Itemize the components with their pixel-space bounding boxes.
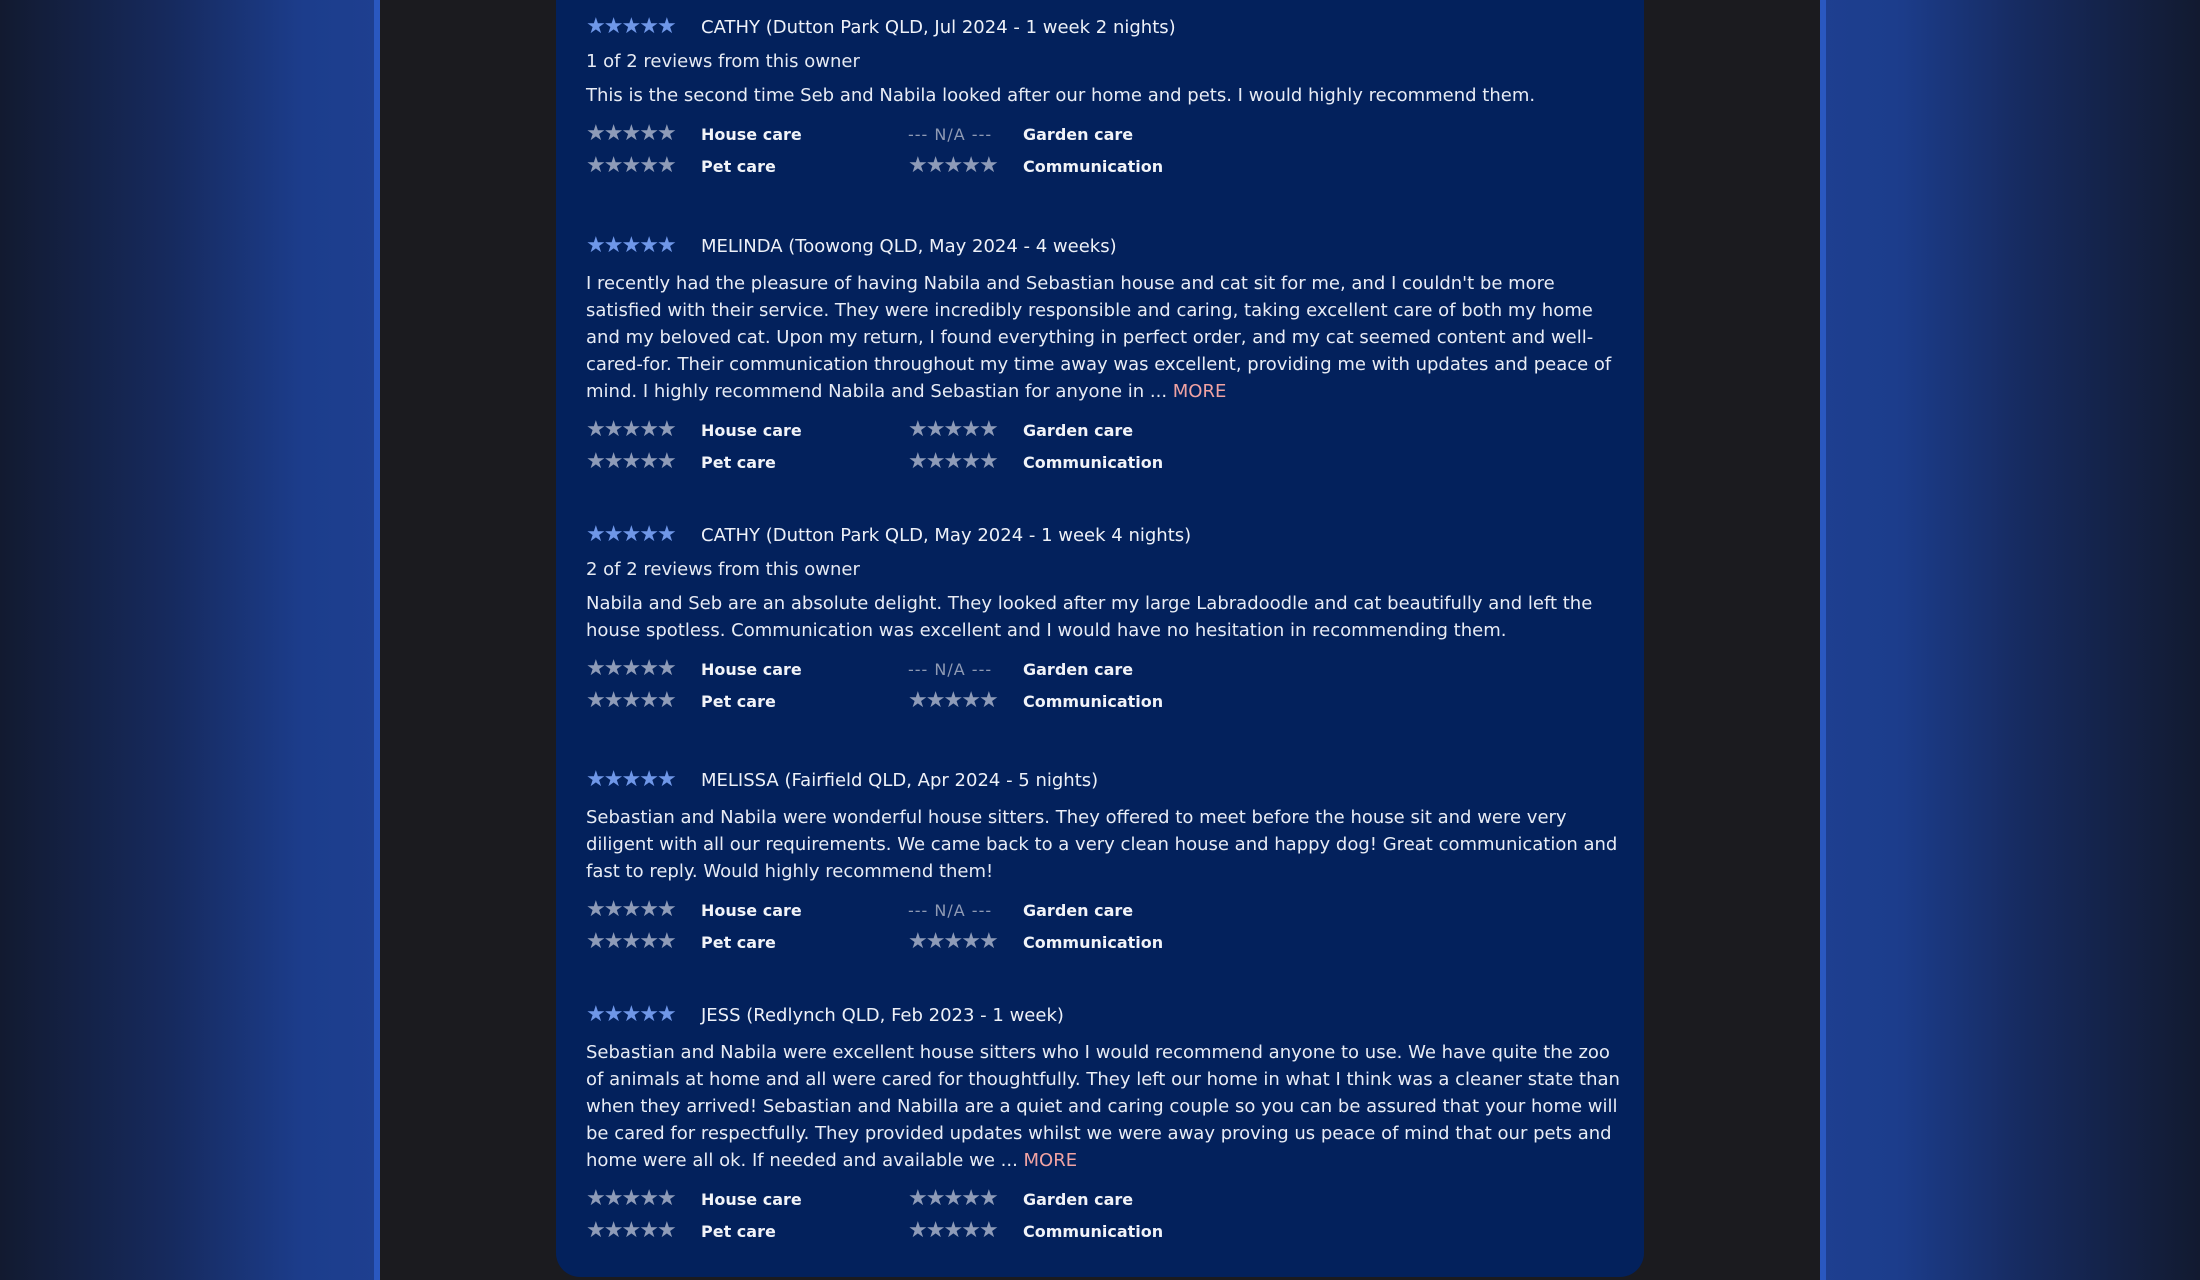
star-icon: ★ [639,1218,657,1243]
communication-rating [908,1218,1308,1244]
review-header [586,1001,1626,1029]
communication-rating [908,929,1308,955]
star-icon: ★ [621,417,640,442]
communication-stars [908,931,1023,953]
star-icon: ★ [656,233,675,258]
star-icon: ★ [639,121,657,146]
star-icon: ★ [978,688,997,713]
star-icon: ★ [961,1218,979,1243]
star-icon: ★ [639,1002,657,1027]
star-icon: ★ [621,767,640,792]
communication-stars [908,155,1023,177]
star-icon: ★ [621,153,640,178]
house-care-rating [586,417,908,443]
garden-care-rating [908,897,1308,923]
star-icon: ★ [639,656,657,681]
star-icon: ★ [586,688,604,713]
communication-stars [908,451,1023,473]
overall-rating-stars [586,1004,701,1026]
pet-care-label: Pet care [701,691,776,711]
star-icon: ★ [656,153,675,178]
garden-care-na: --- N/A --- [908,659,993,679]
reviewer-info: CATHY (Dutton Park QLD, Jul 2024 - 1 week 2 nights) [701,16,1176,38]
pet-care-label: Pet care [701,932,776,952]
review-text-content: This is the second time Seb and Nabila looked after our home and pets. I would highly recommend them. [586,85,1536,106]
star-icon: ★ [621,1002,640,1027]
star-icon: ★ [656,1218,675,1243]
review-header [586,766,1626,794]
house-care-label: House care [701,1189,802,1209]
category-ratings [586,417,1626,475]
review-text [586,1039,1626,1174]
house-care-stars [586,1188,701,1210]
category-ratings [586,897,1626,955]
star-icon: ★ [603,153,622,178]
star-icon: ★ [943,417,962,442]
garden-care-label: Garden care [1023,659,1134,679]
reviewer-info: MELINDA (Toowong QLD, May 2024 - 4 weeks) [701,235,1117,257]
house-care-rating [586,656,908,682]
garden-care-na: --- N/A --- [908,900,993,920]
star-icon: ★ [978,1186,997,1211]
star-icon: ★ [603,929,622,954]
reviewer-info: CATHY (Dutton Park QLD, May 2024 - 1 week 4 nights) [701,524,1192,546]
star-icon: ★ [961,929,979,954]
communication-rating [908,153,1308,179]
star-icon: ★ [925,1186,944,1211]
star-icon: ★ [978,153,997,178]
overall-rating-stars [586,16,701,38]
background-right-blur [1820,0,2200,1280]
star-icon: ★ [621,1218,640,1243]
review-text-content: Sebastian and Nabila were excellent house sitters who I would recommend anyone to use. We have quite the zoo of animals at home and all were cared for thoughtfully. They left our home in what I think was a cleaner state than when they arrived! Sebastian and Nabilla are a quiet and caring couple so you can be assured that your home will be cared for respectfully. They provided updates whilst we were away proving us peace of mind that our pets and home were all ok. If needed and available we ... [586,1042,1620,1171]
star-icon: ★ [621,121,640,146]
house-care-stars [586,123,701,145]
star-icon: ★ [961,153,979,178]
review-text-content: Nabila and Seb are an absolute delight. They looked after my large Labradoodle and cat beautifully and left the house spotless. Communication was excellent and I would have no hesitation in recommending them. [586,593,1593,641]
star-icon: ★ [656,449,675,474]
star-icon: ★ [621,233,640,258]
review-card [586,521,1626,714]
star-icon: ★ [656,417,675,442]
house-care-label: House care [701,659,802,679]
category-ratings [586,121,1626,179]
review-text-content: Sebastian and Nabila were wonderful house sitters. They offered to meet before the house sit and were very diligent with all our requirements. We came back to a very clean house and happy dog! Great communication and fast to reply. Would highly recommend them! [586,807,1618,882]
background-left-blur [0,0,380,1280]
star-icon: ★ [978,929,997,954]
review-card [586,1001,1626,1244]
overall-rating-stars [586,769,701,791]
star-icon: ★ [586,153,604,178]
star-icon: ★ [639,929,657,954]
garden-care-label: Garden care [1023,420,1134,440]
review-text [586,82,1626,109]
star-icon: ★ [586,233,604,258]
star-icon: ★ [621,1186,640,1211]
star-icon: ★ [603,449,622,474]
communication-label: Communication [1023,156,1164,176]
review-card [586,232,1626,475]
garden-care-rating [908,1186,1308,1212]
star-icon: ★ [908,1186,926,1211]
star-icon: ★ [656,1002,675,1027]
review-text [586,804,1626,885]
star-icon: ★ [656,688,675,713]
star-icon: ★ [943,688,962,713]
star-icon: ★ [621,688,640,713]
star-icon: ★ [908,1218,926,1243]
pet-care-rating [586,1218,908,1244]
category-ratings [586,1186,1626,1244]
garden-care-na: --- N/A --- [908,124,993,144]
star-icon: ★ [961,688,979,713]
pet-care-rating [586,688,908,714]
star-icon: ★ [639,897,657,922]
review-header [586,521,1626,549]
star-icon: ★ [908,449,926,474]
star-icon: ★ [943,1218,962,1243]
garden-care-rating [908,417,1308,443]
house-care-rating [586,897,908,923]
category-ratings [586,656,1626,714]
star-icon: ★ [603,14,622,39]
star-icon: ★ [978,1218,997,1243]
review-card [586,13,1626,179]
star-icon: ★ [621,14,640,39]
review-header [586,13,1626,41]
star-icon: ★ [908,929,926,954]
communication-label: Communication [1023,452,1164,472]
star-icon: ★ [943,929,962,954]
star-icon: ★ [961,1186,979,1211]
star-icon: ★ [639,153,657,178]
star-icon: ★ [586,1002,604,1027]
pet-care-stars [586,931,701,953]
star-icon: ★ [586,1218,604,1243]
house-care-stars [586,899,701,921]
star-icon: ★ [639,449,657,474]
star-icon: ★ [586,417,604,442]
star-icon: ★ [621,522,640,547]
garden-care-label: Garden care [1023,1189,1134,1209]
overall-rating-stars [586,235,701,257]
garden-care-rating [908,121,1308,147]
garden-care-stars [908,1188,1023,1210]
star-icon: ★ [621,929,640,954]
star-icon: ★ [925,449,944,474]
star-icon: ★ [639,522,657,547]
house-care-label: House care [701,124,802,144]
star-icon: ★ [603,688,622,713]
garden-care-rating [908,656,1308,682]
more-link[interactable]: MORE [1172,381,1227,402]
star-icon: ★ [656,1186,675,1211]
star-icon: ★ [603,1002,622,1027]
star-icon: ★ [925,417,944,442]
star-icon: ★ [603,233,622,258]
review-header [586,232,1626,260]
star-icon: ★ [586,767,604,792]
star-icon: ★ [586,897,604,922]
star-icon: ★ [603,1186,622,1211]
star-icon: ★ [639,688,657,713]
star-icon: ★ [586,121,604,146]
garden-care-label: Garden care [1023,900,1134,920]
star-icon: ★ [621,656,640,681]
star-icon: ★ [639,14,657,39]
star-icon: ★ [603,656,622,681]
star-icon: ★ [978,449,997,474]
star-icon: ★ [603,417,622,442]
review-card [586,766,1626,955]
star-icon: ★ [656,121,675,146]
pet-care-label: Pet care [701,452,776,472]
pet-care-stars [586,155,701,177]
star-icon: ★ [656,929,675,954]
pet-care-rating [586,153,908,179]
communication-label: Communication [1023,691,1164,711]
star-icon: ★ [603,1218,622,1243]
star-icon: ★ [621,897,640,922]
communication-rating [908,688,1308,714]
star-icon: ★ [639,767,657,792]
star-icon: ★ [586,522,604,547]
star-icon: ★ [961,417,979,442]
star-icon: ★ [603,897,622,922]
house-care-label: House care [701,900,802,920]
house-care-stars [586,658,701,680]
star-icon: ★ [943,153,962,178]
star-icon: ★ [656,767,675,792]
pet-care-rating [586,929,908,955]
pet-care-stars [586,1220,701,1242]
communication-stars [908,690,1023,712]
house-care-rating [586,1186,908,1212]
review-text-content: I recently had the pleasure of having Nabila and Sebastian house and cat sit for me, and I couldn't be more satisfied with their service. They were incredibly responsible and caring, taking excellent care of both my home and my beloved cat. Upon my return, I found everything in perfect order, and my cat seemed content and well-cared-for. Their communication throughout my time away was excellent, providing me with updates and peace of mind. I highly recommend Nabila and Sebastian for anyone in ... [586,273,1612,402]
star-icon: ★ [656,656,675,681]
star-icon: ★ [908,153,926,178]
house-care-rating [586,121,908,147]
pet-care-rating [586,449,908,475]
reviewer-info: JESS (Redlynch QLD, Feb 2023 - 1 week) [701,1004,1064,1026]
star-icon: ★ [586,656,604,681]
pet-care-label: Pet care [701,156,776,176]
star-icon: ★ [925,688,944,713]
pet-care-stars [586,690,701,712]
star-icon: ★ [908,417,926,442]
review-text [586,270,1626,405]
star-icon: ★ [656,522,675,547]
star-icon: ★ [943,449,962,474]
star-icon: ★ [656,14,675,39]
garden-care-stars [908,419,1023,441]
communication-label: Communication [1023,932,1164,952]
star-icon: ★ [978,417,997,442]
star-icon: ★ [925,153,944,178]
star-icon: ★ [586,14,604,39]
owner-review-count: 1 of 2 reviews from this owner [586,51,860,72]
star-icon: ★ [925,929,944,954]
star-icon: ★ [586,449,604,474]
star-icon: ★ [656,897,675,922]
review-text [586,590,1626,644]
star-icon: ★ [639,233,657,258]
star-icon: ★ [639,417,657,442]
house-care-label: House care [701,420,802,440]
communication-stars [908,1220,1023,1242]
house-care-stars [586,419,701,441]
garden-care-label: Garden care [1023,124,1134,144]
reviewer-info: MELISSA (Fairfield QLD, Apr 2024 - 5 nights) [701,769,1099,791]
star-icon: ★ [586,1186,604,1211]
star-icon: ★ [943,1186,962,1211]
star-icon: ★ [925,1218,944,1243]
star-icon: ★ [586,929,604,954]
pet-care-label: Pet care [701,1221,776,1241]
star-icon: ★ [621,449,640,474]
star-icon: ★ [603,121,622,146]
owner-review-count: 2 of 2 reviews from this owner [586,559,860,580]
star-icon: ★ [639,1186,657,1211]
pet-care-stars [586,451,701,473]
star-icon: ★ [603,522,622,547]
more-link[interactable]: MORE [1023,1150,1078,1171]
overall-rating-stars [586,524,701,546]
star-icon: ★ [961,449,979,474]
communication-rating [908,449,1308,475]
star-icon: ★ [603,767,622,792]
star-icon: ★ [908,688,926,713]
communication-label: Communication [1023,1221,1164,1241]
